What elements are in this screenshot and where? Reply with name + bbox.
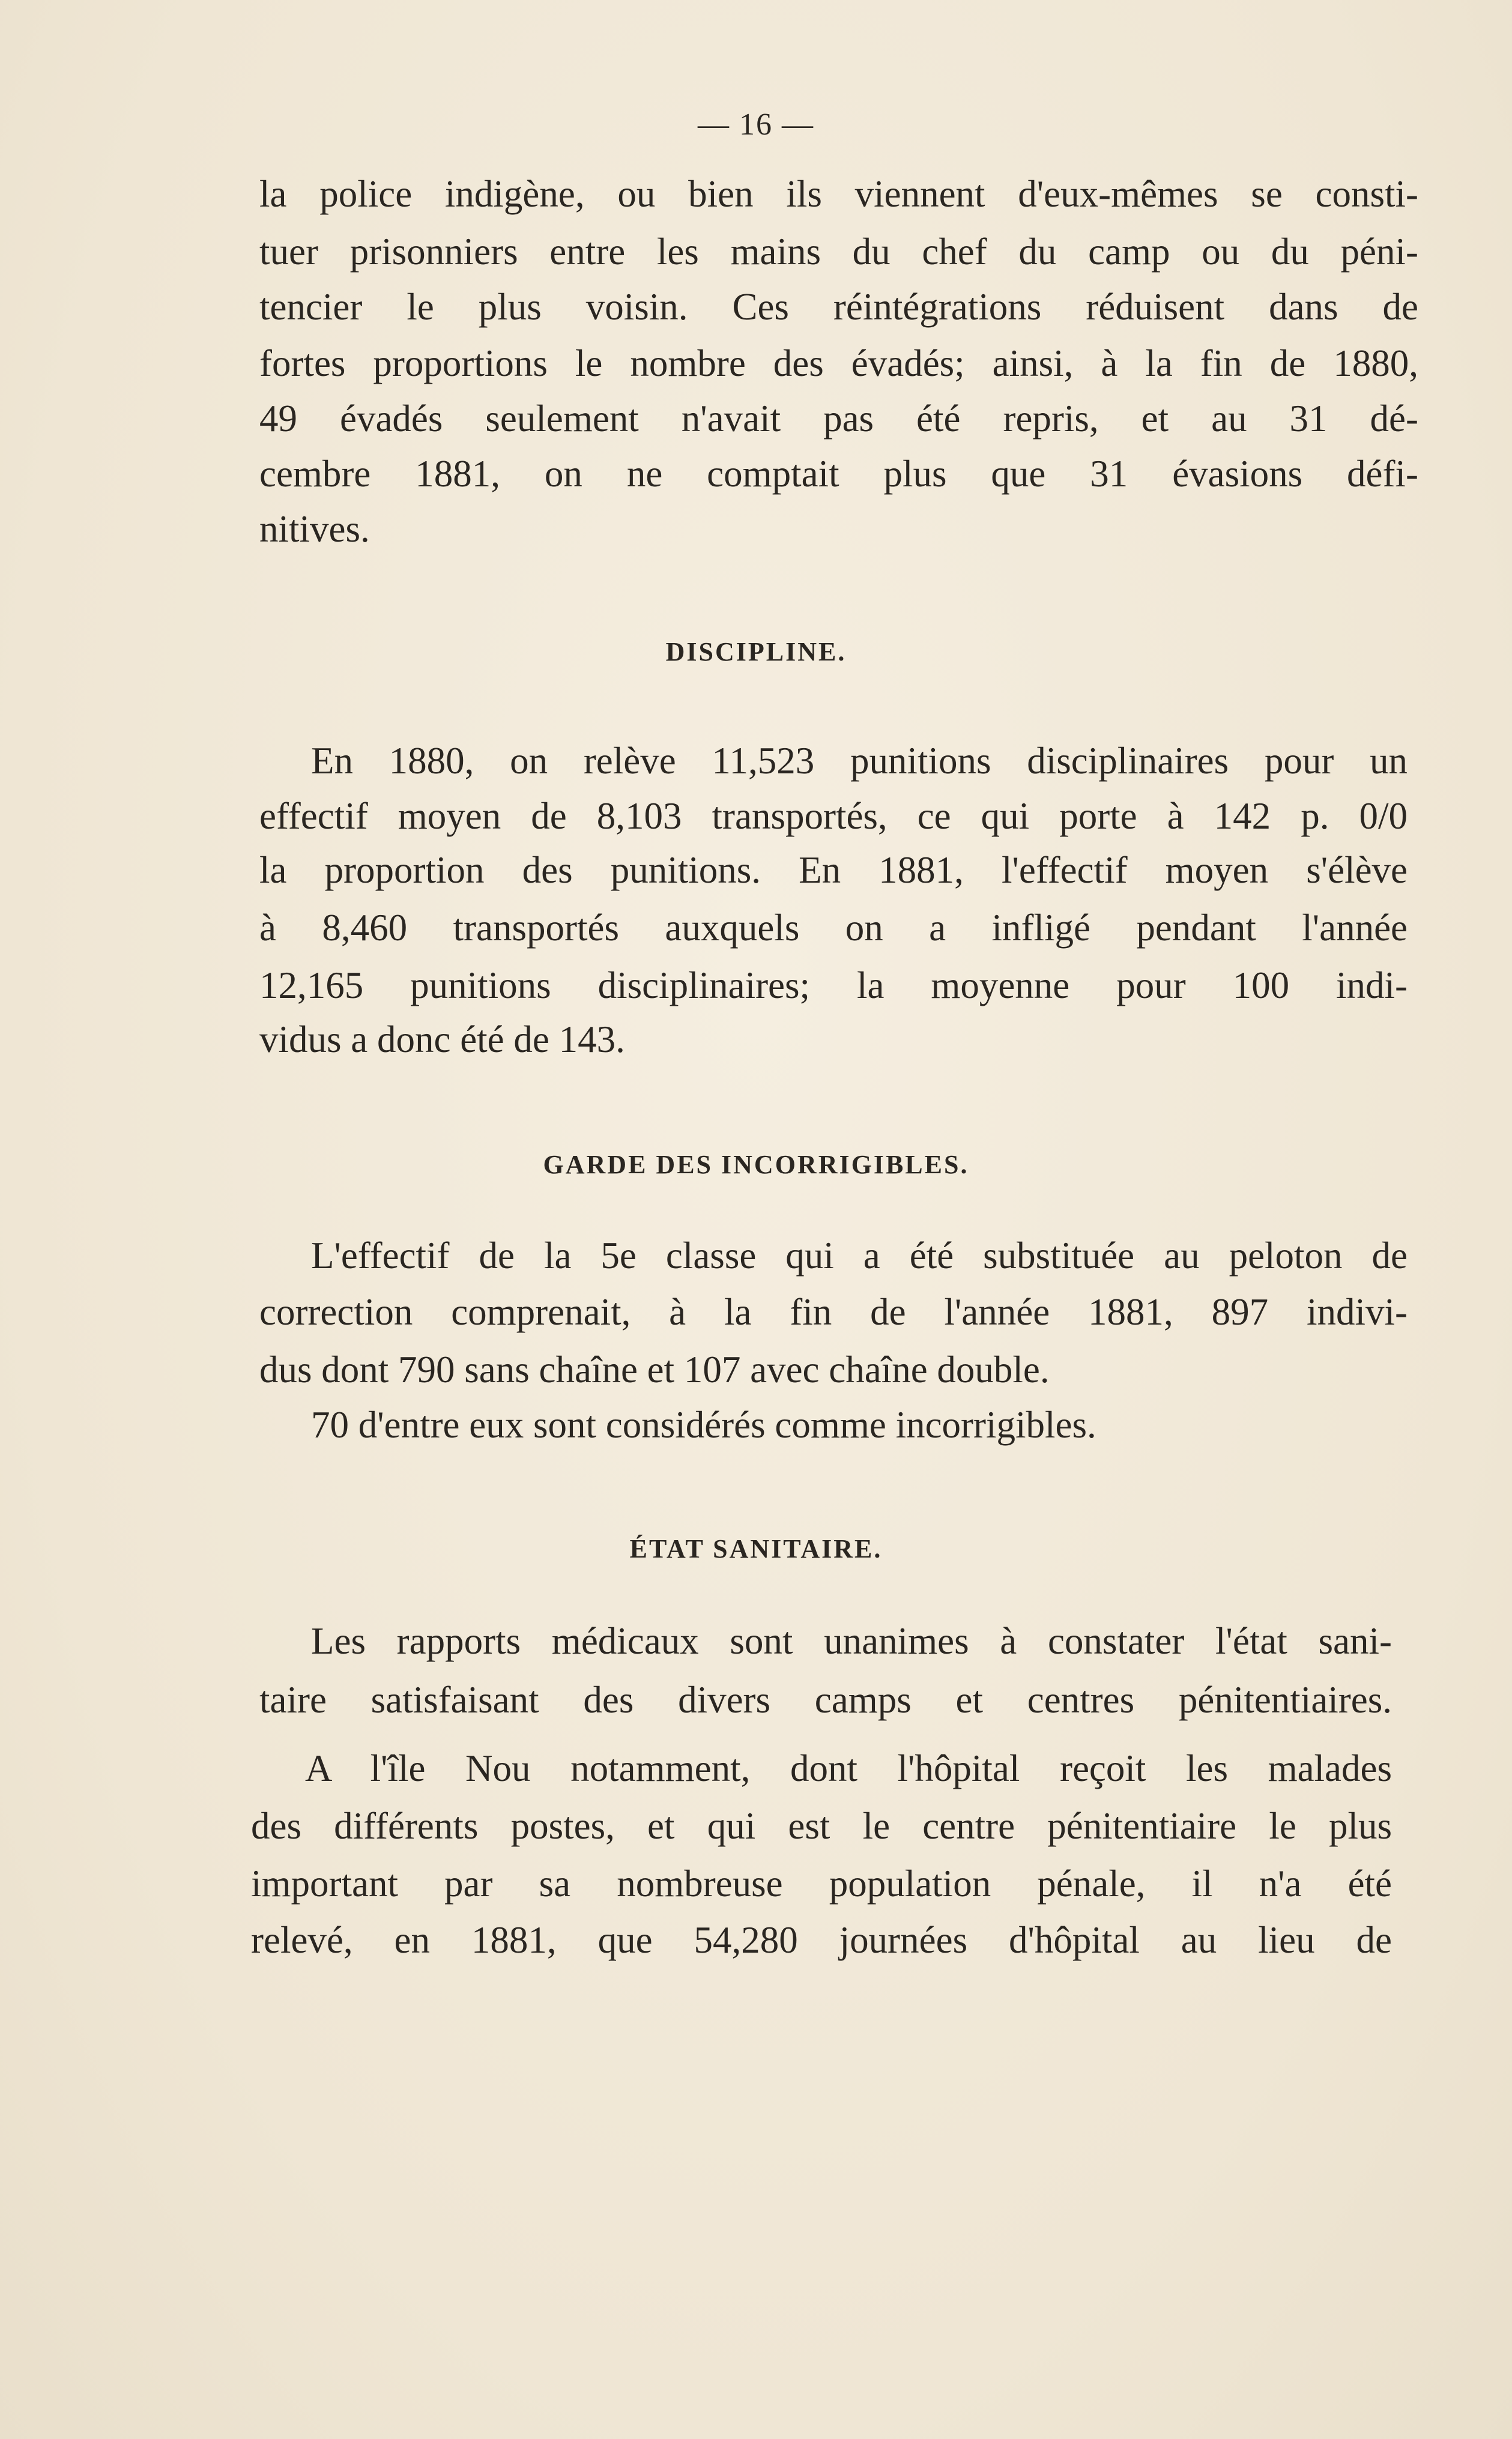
text-line: 49 évadés seulement n'avait pas été repris, et au 31 dé- bbox=[259, 397, 1418, 440]
text-line: tuer prisonniers entre les mains du chef du camp ou du péni- bbox=[259, 231, 1418, 273]
text-line: la proportion des punitions. En 1881, l'effectif moyen s'élève bbox=[259, 849, 1408, 891]
text-line: taire satisfaisant des divers camps et centres pénitentiaires. bbox=[259, 1679, 1392, 1721]
text-line: à 8,460 transportés auxquels on a infligé pendant l'année bbox=[259, 907, 1408, 949]
text-line: 12,165 punitions disciplinaires; la moyenne pour 100 indi- bbox=[259, 964, 1408, 1006]
text-line: L'effectif de la 5e classe qui a été substituée au peloton de bbox=[311, 1235, 1408, 1277]
text-line: important par sa nombreuse population pénale, il n'a été bbox=[251, 1863, 1392, 1905]
text-line: nitives. bbox=[259, 508, 370, 550]
text-line: A l'île Nou notamment, dont l'hôpital reçoit les malades bbox=[305, 1747, 1392, 1789]
text-line: des différents postes, et qui est le centre pénitentiaire le plus bbox=[251, 1805, 1392, 1847]
text-line: la police indigène, ou bien ils viennent d'eux-mêmes se consti- bbox=[259, 173, 1418, 215]
text-line: correction comprenait, à la fin de l'année 1881, 897 indivi- bbox=[259, 1291, 1408, 1333]
text-line: dus dont 790 sans chaîne et 107 avec chaîne double. bbox=[259, 1349, 1050, 1391]
section-heading-garde: GARDE DES INCORRIGIBLES. bbox=[543, 1150, 969, 1179]
section-heading-etat: ÉTAT SANITAIRE. bbox=[629, 1534, 883, 1564]
text-line: relevé, en 1881, que 54,280 journées d'hôpital au lieu de bbox=[251, 1919, 1392, 1961]
page-number: — 16 — bbox=[698, 107, 814, 142]
text-line: effectif moyen de 8,103 transportés, ce qui porte à 142 p. 0/0 bbox=[259, 795, 1408, 837]
text-line: Les rapports médicaux sont unanimes à constater l'état sani- bbox=[311, 1620, 1392, 1662]
text-line: tencier le plus voisin. Ces réintégrations réduisent dans de bbox=[259, 286, 1418, 328]
section-heading-discipline: DISCIPLINE. bbox=[665, 637, 847, 666]
text-line: fortes proportions le nombre des évadés; ainsi, à la fin de 1880, bbox=[259, 342, 1418, 384]
text-line: vidus a donc été de 143. bbox=[259, 1018, 625, 1060]
text-line: cembre 1881, on ne comptait plus que 31 évasions défi- bbox=[259, 453, 1418, 495]
text-line: 70 d'entre eux sont considérés comme incorrigibles. bbox=[311, 1404, 1096, 1446]
text-line: En 1880, on relève 11,523 punitions disciplinaires pour un bbox=[311, 740, 1408, 782]
